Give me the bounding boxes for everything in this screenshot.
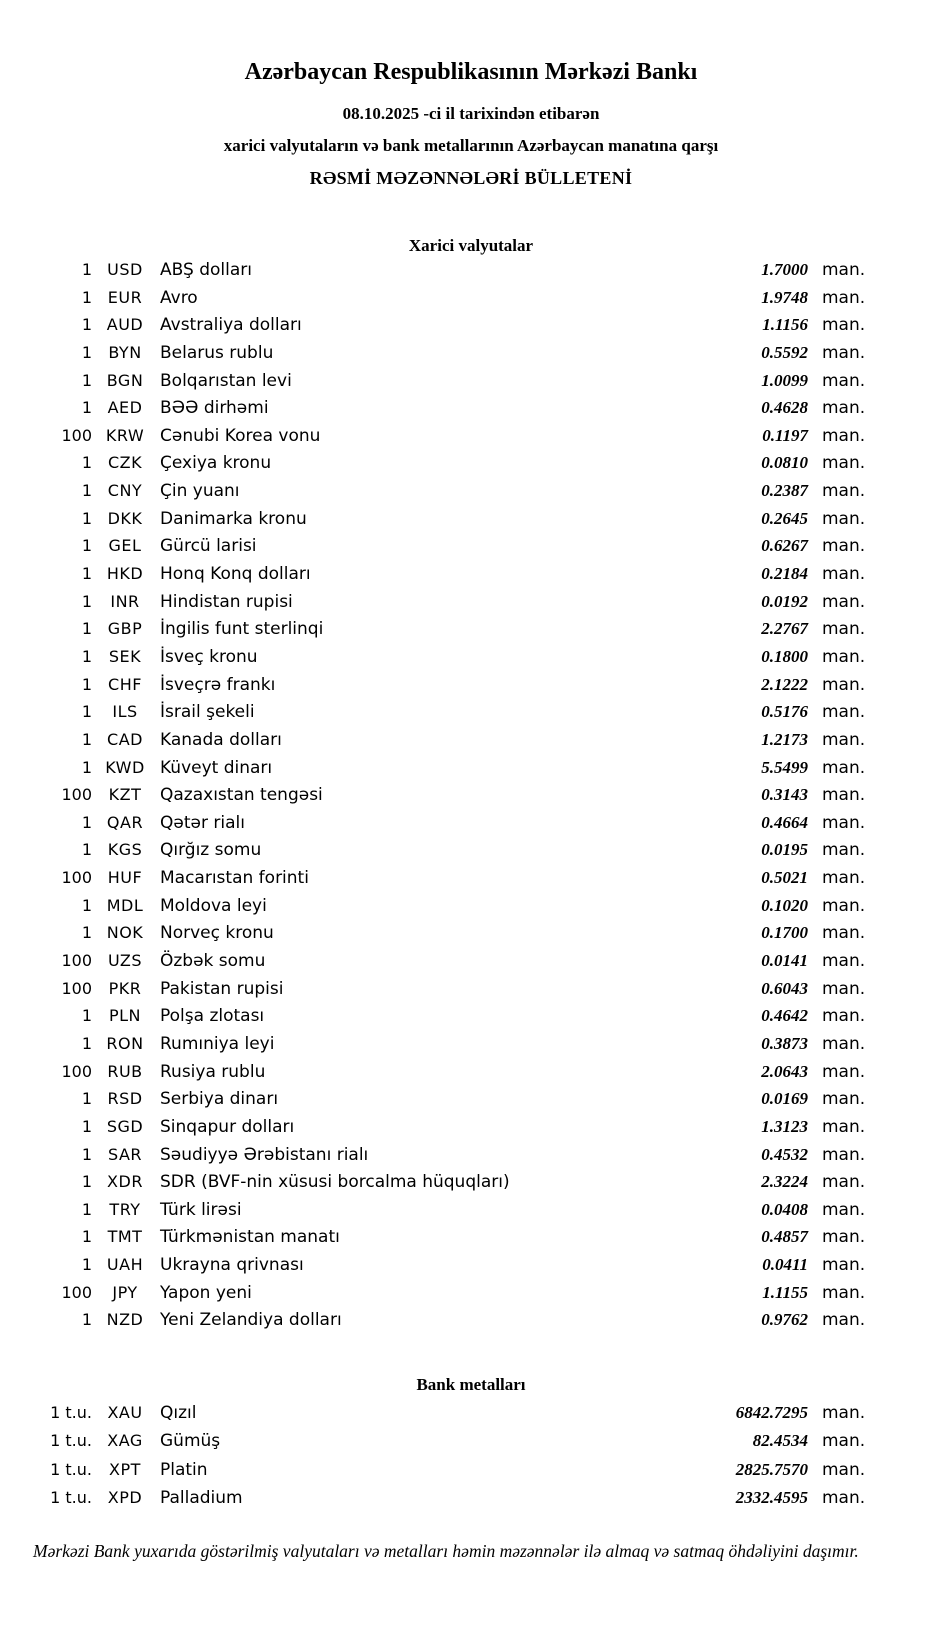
quantity-cell: 1	[81, 1033, 92, 1053]
currency-name-cell: Rusiya rublu	[160, 1061, 266, 1082]
table-row	[0, 947, 950, 975]
rate-value-cell: 1.3123	[761, 1116, 808, 1136]
unit-label: man.	[822, 1061, 866, 1082]
currency-code-cell: SAR	[107, 1144, 142, 1164]
quantity-cell: 1	[81, 812, 92, 832]
currency-name-cell: Çexiya kronu	[160, 453, 272, 474]
rate-value-cell: 0.4642	[761, 1006, 808, 1026]
bulletin-title: RƏSMİ MƏZƏNNƏLƏRİ BÜLLETENİ	[309, 168, 633, 188]
currency-name-cell: Yapon yeni	[160, 1282, 252, 1303]
rate-value-cell: 0.4664	[761, 812, 808, 832]
rate-value-cell: 6842.7295	[735, 1403, 808, 1422]
table-row	[0, 1427, 950, 1455]
unit-label: man.	[822, 315, 866, 336]
currency-name-cell: SDR (BVF-nin xüsusi borcalma hüquqları)	[160, 1172, 510, 1193]
quantity-cell: 1	[81, 1172, 92, 1192]
unit-label: man.	[822, 370, 866, 391]
unit-label: man.	[822, 951, 866, 972]
quantity-cell: 1	[81, 1116, 92, 1136]
table-row	[0, 311, 950, 339]
unit-label: man.	[822, 398, 866, 419]
quantity-cell: 1	[81, 1006, 92, 1026]
table-row	[0, 1251, 950, 1279]
currency-code-cell: SEK	[108, 646, 142, 666]
unit-label: man.	[822, 591, 866, 612]
quantity-cell: 1	[81, 1144, 92, 1164]
currency-name-cell: İsrail şekeli	[160, 702, 255, 723]
currency-name-cell: Türkmənistan manatı	[160, 1227, 340, 1248]
rate-value-cell: 0.1197	[762, 425, 808, 445]
table-row	[0, 1030, 950, 1058]
currency-name-cell: Hindistan rupisi	[160, 591, 293, 612]
section-title-metals: Bank metalları	[416, 1375, 526, 1394]
currency-name-cell: BƏƏ dirhəmi	[160, 398, 269, 419]
currency-code-cell: TRY	[109, 1199, 141, 1219]
table-row	[0, 256, 950, 284]
currency-table	[0, 256, 950, 1334]
currency-code-cell: RSD	[107, 1089, 143, 1109]
quantity-cell: 1	[81, 260, 92, 279]
currency-name-cell: Palladium	[160, 1487, 243, 1508]
quantity-cell: 1	[81, 1089, 92, 1109]
table-row	[0, 394, 950, 422]
unit-label: man.	[822, 342, 866, 363]
currency-code-cell: KRW	[105, 425, 145, 445]
table-row	[0, 643, 950, 671]
table-row	[0, 809, 950, 837]
currency-name-cell: Ukrayna qrivnası	[160, 1255, 304, 1276]
currency-name-cell: Danimarka kronu	[160, 508, 307, 529]
unit-label: man.	[822, 1282, 866, 1303]
currency-code-cell: XPD	[107, 1487, 143, 1507]
quantity-cell: 1	[81, 1227, 92, 1247]
quantity-cell: 1	[81, 1255, 92, 1275]
currency-code-cell: XDR	[107, 1172, 143, 1192]
currency-name-cell: Serbiya dinarı	[160, 1089, 279, 1110]
currency-name-cell: Platin	[160, 1459, 208, 1480]
currency-name-cell: İsveç kronu	[160, 646, 258, 667]
quantity-cell: 100	[61, 1061, 92, 1081]
currency-code-cell: UAH	[106, 1255, 144, 1275]
currency-name-cell: Sinqapur dolları	[160, 1116, 295, 1137]
unit-label: man.	[822, 757, 866, 778]
unit-label: man.	[822, 674, 866, 695]
unit-label: man.	[822, 729, 866, 750]
currency-name-cell: Özbək somu	[160, 951, 266, 972]
rate-value-cell: 0.0169	[761, 1089, 808, 1109]
unit-label: man.	[822, 785, 866, 806]
rate-value-cell: 0.2645	[761, 508, 808, 528]
rate-value-cell: 1.7000	[761, 260, 808, 279]
currency-name-cell: Pakistan rupisi	[160, 978, 284, 999]
table-row	[0, 1399, 950, 1427]
currency-name-cell: Cənubi Korea vonu	[160, 425, 321, 446]
unit-label: man.	[822, 1144, 866, 1165]
unit-label: man.	[822, 453, 866, 474]
unit-label: man.	[822, 840, 866, 861]
currency-name-cell: Qırğız somu	[160, 840, 262, 861]
unit-label: man.	[822, 895, 866, 916]
table-row	[0, 588, 950, 616]
currency-code-cell: INR	[110, 591, 140, 611]
rate-value-cell: 0.0810	[761, 453, 808, 473]
currency-code-cell: SGD	[106, 1116, 144, 1136]
currency-name-cell: Avro	[160, 287, 198, 308]
currency-code-cell: RUB	[107, 1061, 143, 1081]
rate-value-cell: 1.1155	[762, 1282, 808, 1302]
unit-label: man.	[822, 481, 866, 502]
currency-code-cell: CNY	[107, 481, 143, 501]
currency-name-cell: İngilis funt sterlinqi	[160, 619, 324, 640]
section-title-currencies: Xarici valyutalar	[408, 236, 534, 255]
quantity-cell: 1	[81, 1199, 92, 1219]
quantity-cell: 1	[81, 564, 92, 584]
currency-code-cell: GEL	[108, 536, 142, 556]
quantity-cell: 1	[81, 702, 92, 722]
currency-code-cell: DKK	[107, 508, 143, 528]
currency-code-cell: ILS	[112, 702, 138, 722]
unit-label: man.	[822, 923, 866, 944]
unit-label: man.	[822, 287, 866, 308]
currency-code-cell: HUF	[107, 868, 143, 888]
unit-label: man.	[822, 1431, 866, 1452]
currency-code-cell: JPY	[112, 1282, 138, 1302]
quantity-cell: 1	[81, 895, 92, 915]
currency-code-cell: KGS	[107, 840, 143, 860]
currency-name-cell: Çin yuanı	[160, 481, 240, 502]
currency-name-cell: Moldova leyi	[160, 895, 267, 916]
currency-name-cell: Kanada dolları	[160, 729, 282, 750]
table-row	[0, 1168, 950, 1196]
currency-code-cell: CZK	[107, 453, 143, 473]
rate-value-cell: 1.0099	[761, 370, 808, 390]
table-row	[0, 1141, 950, 1169]
unit-label: man.	[822, 260, 866, 280]
quantity-cell: 1	[81, 923, 92, 943]
unit-label: man.	[822, 1487, 866, 1508]
currency-code-cell: TMT	[107, 1227, 143, 1247]
unit-label: man.	[822, 868, 866, 889]
unit-label: man.	[822, 1227, 866, 1248]
rate-value-cell: 0.0195	[761, 840, 808, 860]
currency-name-cell: ABŞ dolları	[160, 260, 252, 280]
rate-value-cell: 1.9748	[761, 287, 808, 307]
table-row	[0, 892, 950, 920]
quantity-cell: 1	[81, 370, 92, 390]
quantity-cell: 100	[61, 1282, 92, 1302]
rate-value-cell: 0.4857	[761, 1227, 808, 1247]
table-row	[0, 505, 950, 533]
rate-value-cell: 2.3224	[761, 1172, 808, 1192]
currency-code-cell: BYN	[108, 342, 142, 362]
quantity-cell: 1	[81, 1310, 92, 1330]
table-row	[0, 532, 950, 560]
subject-line: xarici valyutaların və bank metallarının Azərbaycan manatına qarşı	[223, 136, 719, 155]
rate-value-cell: 0.4532	[761, 1144, 808, 1164]
unit-label: man.	[822, 1116, 866, 1137]
quantity-cell: 1 t.u.	[50, 1403, 92, 1422]
currency-name-cell: Gürcü larisi	[160, 536, 257, 557]
quantity-cell: 1	[81, 398, 92, 418]
currency-name-cell: Qazaxıstan tengəsi	[160, 785, 323, 806]
table-row	[0, 919, 950, 947]
rate-value-cell: 0.0411	[762, 1255, 808, 1275]
quantity-cell: 1	[81, 591, 92, 611]
currency-name-cell: Polşa zlotası	[160, 1006, 265, 1027]
rate-value-cell: 0.6267	[761, 536, 808, 556]
quantity-cell: 1	[81, 536, 92, 556]
unit-label: man.	[822, 536, 866, 557]
quantity-cell: 1	[81, 481, 92, 501]
table-row	[0, 1058, 950, 1086]
currency-name-cell: Honq Konq dolları	[160, 564, 311, 585]
currency-name-cell: Macarıstan forinti	[160, 868, 309, 889]
unit-label: man.	[822, 702, 866, 723]
effective-date-line: 08.10.2025 -ci il tarixindən etibarən	[342, 104, 600, 123]
table-row	[0, 1484, 950, 1512]
unit-label: man.	[822, 425, 866, 446]
currency-name-cell: Səudiyyə Ərəbistanı rialı	[160, 1144, 369, 1165]
rate-value-cell: 0.0408	[761, 1199, 808, 1219]
rate-value-cell: 2.1222	[761, 674, 808, 694]
table-row	[0, 1113, 950, 1141]
quantity-cell: 1	[81, 619, 92, 639]
currency-code-cell: XAG	[107, 1431, 143, 1451]
currency-code-cell: CAD	[107, 729, 143, 749]
currency-code-cell: XAU	[107, 1403, 143, 1422]
table-row	[0, 284, 950, 312]
quantity-cell: 1	[81, 287, 92, 307]
table-row	[0, 671, 950, 699]
currency-code-cell: KWD	[105, 757, 145, 777]
unit-label: man.	[822, 978, 866, 999]
unit-label: man.	[822, 1006, 866, 1027]
unit-label: man.	[822, 508, 866, 529]
unit-label: man.	[822, 1403, 866, 1423]
table-row	[0, 339, 950, 367]
table-row	[0, 1456, 950, 1484]
currency-name-cell: Küveyt dinarı	[160, 757, 273, 778]
table-row	[0, 754, 950, 782]
currency-code-cell: NZD	[106, 1310, 144, 1330]
currency-name-cell: Türk lirəsi	[160, 1199, 242, 1220]
quantity-cell: 1 t.u.	[50, 1459, 92, 1479]
currency-name-cell: Belarus rublu	[160, 342, 274, 363]
currency-code-cell: QAR	[106, 812, 144, 832]
currency-code-cell: RON	[106, 1033, 144, 1053]
currency-code-cell: MDL	[106, 895, 144, 915]
quantity-cell: 100	[61, 785, 92, 805]
quantity-cell: 1	[81, 840, 92, 860]
rate-value-cell: 0.1800	[761, 646, 808, 666]
currency-code-cell: HKD	[106, 564, 144, 584]
table-row	[0, 698, 950, 726]
table-row	[0, 615, 950, 643]
unit-label: man.	[822, 1089, 866, 1110]
quantity-cell: 1	[81, 342, 92, 362]
disclaimer-text: Mərkəzi Bank yuxarıda göstərilmiş valyutaları və metalları həmin məzənnələr ilə almaq və satmaq öhdəliyini daşımır.	[33, 1541, 859, 1561]
currency-code-cell: PLN	[108, 1006, 142, 1026]
rate-value-cell: 0.9762	[761, 1310, 808, 1330]
currency-code-cell: PKR	[108, 978, 142, 998]
rate-value-cell: 2.2767	[761, 619, 808, 639]
unit-label: man.	[822, 1310, 866, 1331]
quantity-cell: 1	[81, 453, 92, 473]
currency-code-cell: AUD	[106, 315, 144, 335]
table-row	[0, 1279, 950, 1307]
quantity-cell: 100	[61, 425, 92, 445]
rate-value-cell: 0.3873	[761, 1033, 808, 1053]
quantity-cell: 1	[81, 315, 92, 335]
table-row	[0, 781, 950, 809]
rate-value-cell: 0.4628	[761, 398, 808, 418]
quantity-cell: 1	[81, 646, 92, 666]
table-row	[0, 864, 950, 892]
currency-code-cell: EUR	[107, 287, 143, 307]
currency-name-cell: Rumıniya leyi	[160, 1033, 275, 1054]
quantity-cell: 100	[61, 978, 92, 998]
table-row	[0, 477, 950, 505]
bank-title: Azərbaycan Respublikasının Mərkəzi Bankı	[244, 59, 698, 85]
table-row	[0, 1085, 950, 1113]
currency-name-cell: Bolqarıstan levi	[160, 370, 292, 391]
rate-value-cell: 0.5021	[761, 868, 808, 888]
rate-value-cell: 1.1156	[762, 315, 808, 335]
quantity-cell: 1 t.u.	[50, 1487, 92, 1507]
currency-code-cell: USD	[107, 260, 143, 279]
currency-code-cell: BGN	[106, 370, 144, 390]
unit-label: man.	[822, 564, 866, 585]
rate-value-cell: 2.0643	[761, 1061, 808, 1081]
rate-value-cell: 0.2184	[761, 564, 808, 584]
quantity-cell: 100	[61, 868, 92, 888]
quantity-cell: 100	[61, 951, 92, 971]
currency-code-cell: KZT	[108, 785, 142, 805]
quantity-cell: 1	[81, 729, 92, 749]
rate-value-cell: 0.6043	[761, 978, 808, 998]
rate-value-cell: 2332.4595	[735, 1487, 808, 1507]
rate-value-cell: 0.5592	[761, 342, 808, 362]
table-row	[0, 449, 950, 477]
rate-value-cell: 0.5176	[761, 702, 808, 722]
rate-value-cell: 0.0141	[761, 951, 808, 971]
currency-code-cell: AED	[107, 398, 143, 418]
currency-name-cell: Norveç kronu	[160, 923, 274, 944]
unit-label: man.	[822, 619, 866, 640]
currency-name-cell: İsveçrə frankı	[160, 674, 276, 695]
rate-value-cell: 0.3143	[761, 785, 808, 805]
rate-value-cell: 0.1700	[761, 923, 808, 943]
quantity-cell: 1	[81, 508, 92, 528]
table-row	[0, 975, 950, 1003]
currency-code-cell: NOK	[106, 923, 144, 943]
quantity-cell: 1	[81, 757, 92, 777]
rate-value-cell: 5.5499	[761, 757, 808, 777]
unit-label: man.	[822, 1033, 866, 1054]
rate-value-cell: 1.2173	[761, 729, 808, 749]
table-row	[0, 1306, 950, 1334]
rate-value-cell: 2825.7570	[735, 1459, 808, 1479]
currency-name-cell: Qətər rialı	[160, 812, 245, 833]
unit-label: man.	[822, 1172, 866, 1193]
table-row	[0, 1196, 950, 1224]
table-row	[0, 367, 950, 395]
table-row	[0, 560, 950, 588]
table-row	[0, 1002, 950, 1030]
table-row	[0, 422, 950, 450]
table-row	[0, 726, 950, 754]
quantity-cell: 1 t.u.	[50, 1431, 92, 1451]
currency-code-cell: XPT	[109, 1459, 141, 1479]
unit-label: man.	[822, 1459, 866, 1480]
rate-value-cell: 0.1020	[761, 895, 808, 915]
currency-name-cell: Avstraliya dolları	[160, 315, 302, 336]
rate-value-cell: 0.0192	[761, 591, 808, 611]
currency-code-cell: UZS	[107, 951, 143, 971]
currency-name-cell: Qızıl	[160, 1403, 197, 1423]
table-row	[0, 836, 950, 864]
unit-label: man.	[822, 646, 866, 667]
currency-code-cell: GBP	[107, 619, 143, 639]
unit-label: man.	[822, 1199, 866, 1220]
rate-value-cell: 0.2387	[761, 481, 808, 501]
rate-value-cell: 82.4534	[752, 1431, 808, 1451]
currency-code-cell: CHF	[108, 674, 142, 694]
currency-name-cell: Gümüş	[160, 1431, 221, 1452]
quantity-cell: 1	[81, 674, 92, 694]
unit-label: man.	[822, 812, 866, 833]
unit-label: man.	[822, 1255, 866, 1276]
table-row	[0, 1223, 950, 1251]
currency-name-cell: Yeni Zelandiya dolları	[160, 1310, 342, 1331]
metal-table	[0, 1399, 950, 1512]
